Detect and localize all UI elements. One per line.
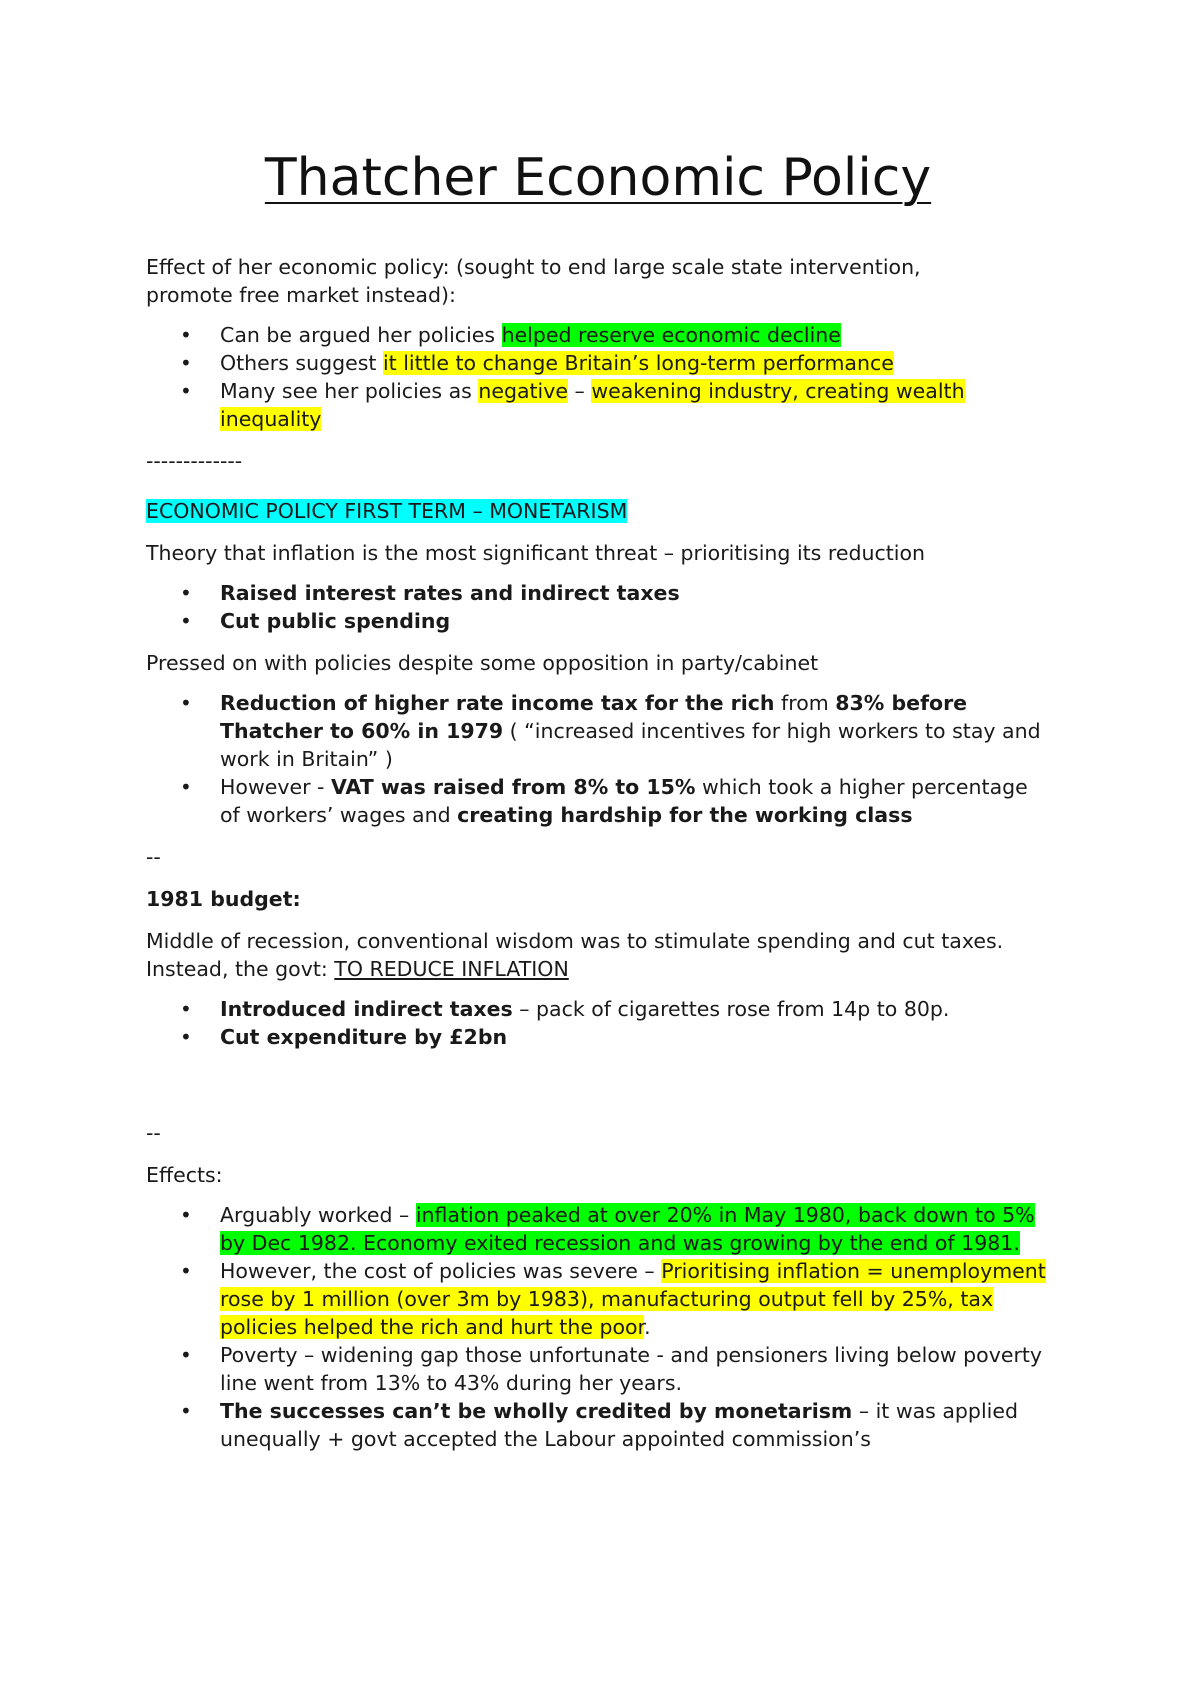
- separator: --: [146, 1121, 161, 1145]
- list-item: [220, 1257, 1050, 1341]
- bullet-text: However -: [220, 775, 331, 799]
- monetarism-bullet-list: [146, 579, 1050, 635]
- separator: --: [146, 845, 161, 869]
- bullet-text: Cut public spending: [220, 609, 451, 633]
- intro-line-2: promote free market instead):: [146, 283, 456, 307]
- highlight-cyan: ECONOMIC POLICY FIRST TERM – MONETARISM: [146, 499, 628, 523]
- list-item: [220, 579, 1050, 607]
- heading-text: 1981 budget:: [146, 887, 301, 911]
- bullet-text: which took a higher percentage of workers’ wages and: [220, 775, 1028, 827]
- list-item: [220, 377, 1050, 433]
- highlight-yellow: negative: [478, 379, 569, 403]
- list-item: [220, 607, 1050, 635]
- bullet-text: – pack of cigarettes rose from 14p to 80p.: [512, 997, 950, 1021]
- list-item: [220, 1201, 1050, 1257]
- bullet-text: Others suggest: [220, 351, 383, 375]
- list-item: [220, 321, 1050, 349]
- bullet-text: The successes can’t be wholly credited by monetarism: [220, 1399, 853, 1423]
- bullet-text: Many see her policies as: [220, 379, 479, 403]
- intro-bullet-list: [146, 321, 1050, 433]
- list-item: [220, 995, 1050, 1023]
- paragraph-text: Middle of recession, conventional wisdom was to stimulate spending and cut taxes. Instead, the govt:: [146, 929, 1004, 981]
- section-heading-monetarism: [146, 497, 1050, 525]
- budget-bullet-list: [146, 995, 1050, 1051]
- bullet-text: Can be argued her policies: [220, 323, 502, 347]
- highlight-yellow: weakening industry, creating wealth inequality: [220, 379, 965, 431]
- bullet-text: .: [644, 1315, 651, 1339]
- highlight-green: inflation peaked at over 20% in May 1980, back down to 5% by Dec 1982. Economy exited recession and was growing by the end of 1981.: [220, 1203, 1035, 1255]
- bullet-text: Arguably worked –: [220, 1203, 416, 1227]
- bullet-text: –: [568, 379, 592, 403]
- bullet-text: Introduced indirect taxes: [220, 997, 513, 1021]
- underlined-text: TO REDUCE INFLATION: [334, 957, 569, 981]
- list-item: [220, 1341, 1050, 1397]
- tax-bullet-list: [146, 689, 1050, 829]
- bullet-text: However, the cost of policies was severe –: [220, 1259, 662, 1283]
- bullet-text: Reduction of higher rate income tax for the rich: [220, 691, 775, 715]
- bullet-text: VAT was raised from 8% to 15%: [330, 775, 696, 799]
- budget-paragraph: [146, 927, 1050, 983]
- list-item: [220, 773, 1050, 829]
- list-item: [220, 689, 1050, 773]
- bullet-text: ( “increased incentives for high workers to stay and work in Britain” ): [220, 719, 1041, 771]
- budget-heading: [146, 885, 1050, 913]
- separator: -------------: [146, 449, 243, 473]
- theory-paragraph: Theory that inflation is the most significant threat – prioritising its reduction: [146, 541, 926, 565]
- bullet-text: Cut expenditure by £2bn: [220, 1025, 508, 1049]
- bullet-text: – it was applied unequally + govt accepted the Labour appointed commission’s: [220, 1399, 1018, 1451]
- bullet-text: Poverty – widening gap those unfortunate - and pensioners living below poverty line went from 13% to 43% during her years.: [220, 1343, 1043, 1395]
- bullet-text: Raised interest rates and indirect taxes: [220, 581, 680, 605]
- effects-bullet-list: [146, 1201, 1050, 1453]
- bullet-text: from: [774, 691, 836, 715]
- highlight-yellow: Prioritising inflation = unemployment rose by 1 million (over 3m by 1983), manufacturing output fell by 25%, tax policies helped the rich and hurt the poor: [220, 1259, 1046, 1339]
- page-title: Thatcher Economic Policy: [264, 148, 932, 208]
- intro-line-1: Effect of her economic policy: (sought to end large scale state intervention,: [146, 255, 921, 279]
- highlight-yellow: it little to change Britain’s long-term performance: [382, 351, 894, 375]
- list-item: [220, 349, 1050, 377]
- pressed-paragraph: Pressed on with policies despite some opposition in party/cabinet: [146, 651, 819, 675]
- list-item: [220, 1397, 1050, 1453]
- highlight-green: helped reserve economic decline: [501, 323, 841, 347]
- bullet-text: 83% before Thatcher to 60% in 1979: [220, 691, 968, 743]
- list-item: [220, 1023, 1050, 1051]
- bullet-text: creating hardship for the working class: [457, 803, 913, 827]
- intro-paragraph: [146, 253, 1050, 309]
- effects-heading: Effects:: [146, 1163, 223, 1187]
